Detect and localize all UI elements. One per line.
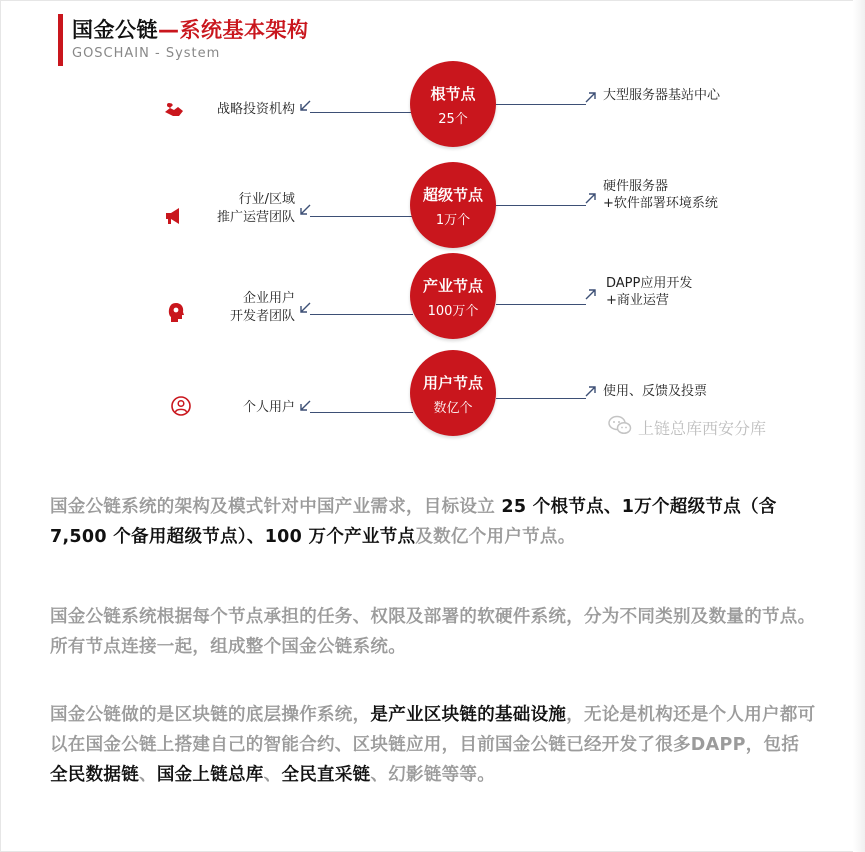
watermark-text: 上链总库西安分库 [638, 419, 767, 438]
tier-super-left-line-1: 行业/区域 [238, 192, 295, 207]
arrow-up-right-icon [584, 384, 598, 398]
tier-super-right-line-1: 硬件服务器 [603, 179, 669, 194]
paragraph-segment-highlight: 是产业区块链的基础设施 [370, 705, 567, 725]
tier-user-left-connector [310, 412, 413, 413]
title-dash: — [158, 18, 180, 42]
root-node [410, 61, 496, 147]
tier-root-right-connector [496, 104, 586, 105]
arrow-up-right-icon [584, 287, 598, 301]
paragraph-segment: ，无论是机构还是个人用户都可以在国金公链上搭建自己的智能合约、区块链应用，目前国金公链已经开发了很多DAPP，包括 [50, 705, 816, 755]
paragraph-2 [50, 602, 816, 662]
tier-industry-left-line-1: 企业用户 [242, 291, 295, 306]
tier-industry-right-label [606, 275, 692, 309]
tier-industry-left-connector [310, 314, 413, 315]
title-accent-bar [58, 14, 63, 66]
tier-super-left-connector [310, 216, 413, 217]
tier-user-right-line-1: 使用、反馈及投票 [603, 384, 708, 399]
industry-node [410, 253, 496, 339]
paragraph-segment: 国金公链系统的架构及模式针对中国产业需求，目标设立 [50, 497, 502, 517]
tier-super-right-line-2: +软件部署环境系统 [603, 196, 718, 211]
tier-user-left-label [135, 399, 295, 417]
super-node-count: 1万个 [435, 213, 471, 228]
paragraph-segment-highlight: 25 个根节点、1万个超级节点（含 7,500 个备用超级节点）、100 万个产业节点 [50, 497, 777, 547]
tier-user-right-label [603, 383, 707, 400]
user-node-count: 数亿个 [433, 401, 473, 416]
tier-industry-right-line-1: DAPP应用开发 [606, 276, 693, 291]
tier-root-left-line-1: 战略投资机构 [216, 102, 295, 117]
tier-super-right-label [603, 178, 718, 212]
arrow-up-right-icon [584, 90, 598, 104]
tier-root-left-label [135, 101, 295, 119]
paragraph-segment: 、 [139, 765, 157, 785]
tier-super-left-label [135, 191, 295, 227]
tier-industry-right-connector [496, 304, 586, 305]
wechat-icon [608, 415, 632, 437]
paragraph-segment: 及数亿个用户节点。 [415, 527, 576, 547]
arrow-down-left-icon [298, 99, 312, 113]
industry-node-title: 产业节点 [422, 277, 483, 295]
root-node-title: 根节点 [430, 85, 476, 103]
title-main: 国金公链 [72, 18, 158, 42]
tier-user-right-connector [496, 398, 586, 399]
tier-industry-left-line-2: 开发者团队 [229, 309, 295, 324]
arrow-down-left-icon [298, 301, 312, 315]
tier-root-right-label [603, 87, 720, 104]
root-node-count: 25个 [438, 112, 468, 127]
paragraph-segment: 国金公链做的是区块链的底层操作系统， [50, 705, 371, 725]
paragraph-segment: 、 [263, 765, 282, 785]
paragraph-segment: 国金公链系统根据每个节点承担的任务、权限及部署的软硬件系统，分为不同类别及数量的节点。所有节点连接一起，组成整个国金公链系统。 [50, 607, 816, 657]
paragraph-segment-highlight: 全民直采链 [281, 765, 371, 785]
tier-industry-left-label [135, 290, 295, 326]
super-node [410, 162, 496, 248]
tier-root-right-line-1: 大型服务器基站中心 [603, 88, 721, 103]
paragraph-1 [50, 492, 816, 552]
super-node-title: 超级节点 [422, 186, 483, 204]
tier-super-right-connector [496, 205, 586, 206]
tier-root-left-connector [310, 112, 413, 113]
paragraph-segment-highlight: 国金上链总库 [156, 765, 264, 785]
arrow-down-left-icon [298, 399, 312, 413]
tier-industry-right-line-2: +商业运营 [606, 293, 669, 308]
tier-user-left-line-1: 个人用户 [242, 400, 295, 415]
industry-node-count: 100万个 [427, 304, 479, 319]
paragraph-3 [50, 700, 816, 790]
user-node-title: 用户节点 [422, 374, 483, 392]
arrow-up-right-icon [584, 191, 598, 205]
page-edge-shadow [853, 0, 865, 852]
wechat-watermark [608, 414, 818, 438]
page-subtitle: GOSCHAIN - System [72, 46, 221, 61]
paragraph-segment: 、幻影链等等。 [370, 765, 496, 785]
page-title [72, 14, 309, 44]
paragraph-segment-highlight: 全民数据链 [50, 765, 139, 785]
title-accent: 系统基本架构 [179, 18, 309, 42]
tier-super-left-line-2: 推广运营团队 [216, 210, 295, 225]
user-node [410, 350, 496, 436]
arrow-down-left-icon [298, 203, 312, 217]
